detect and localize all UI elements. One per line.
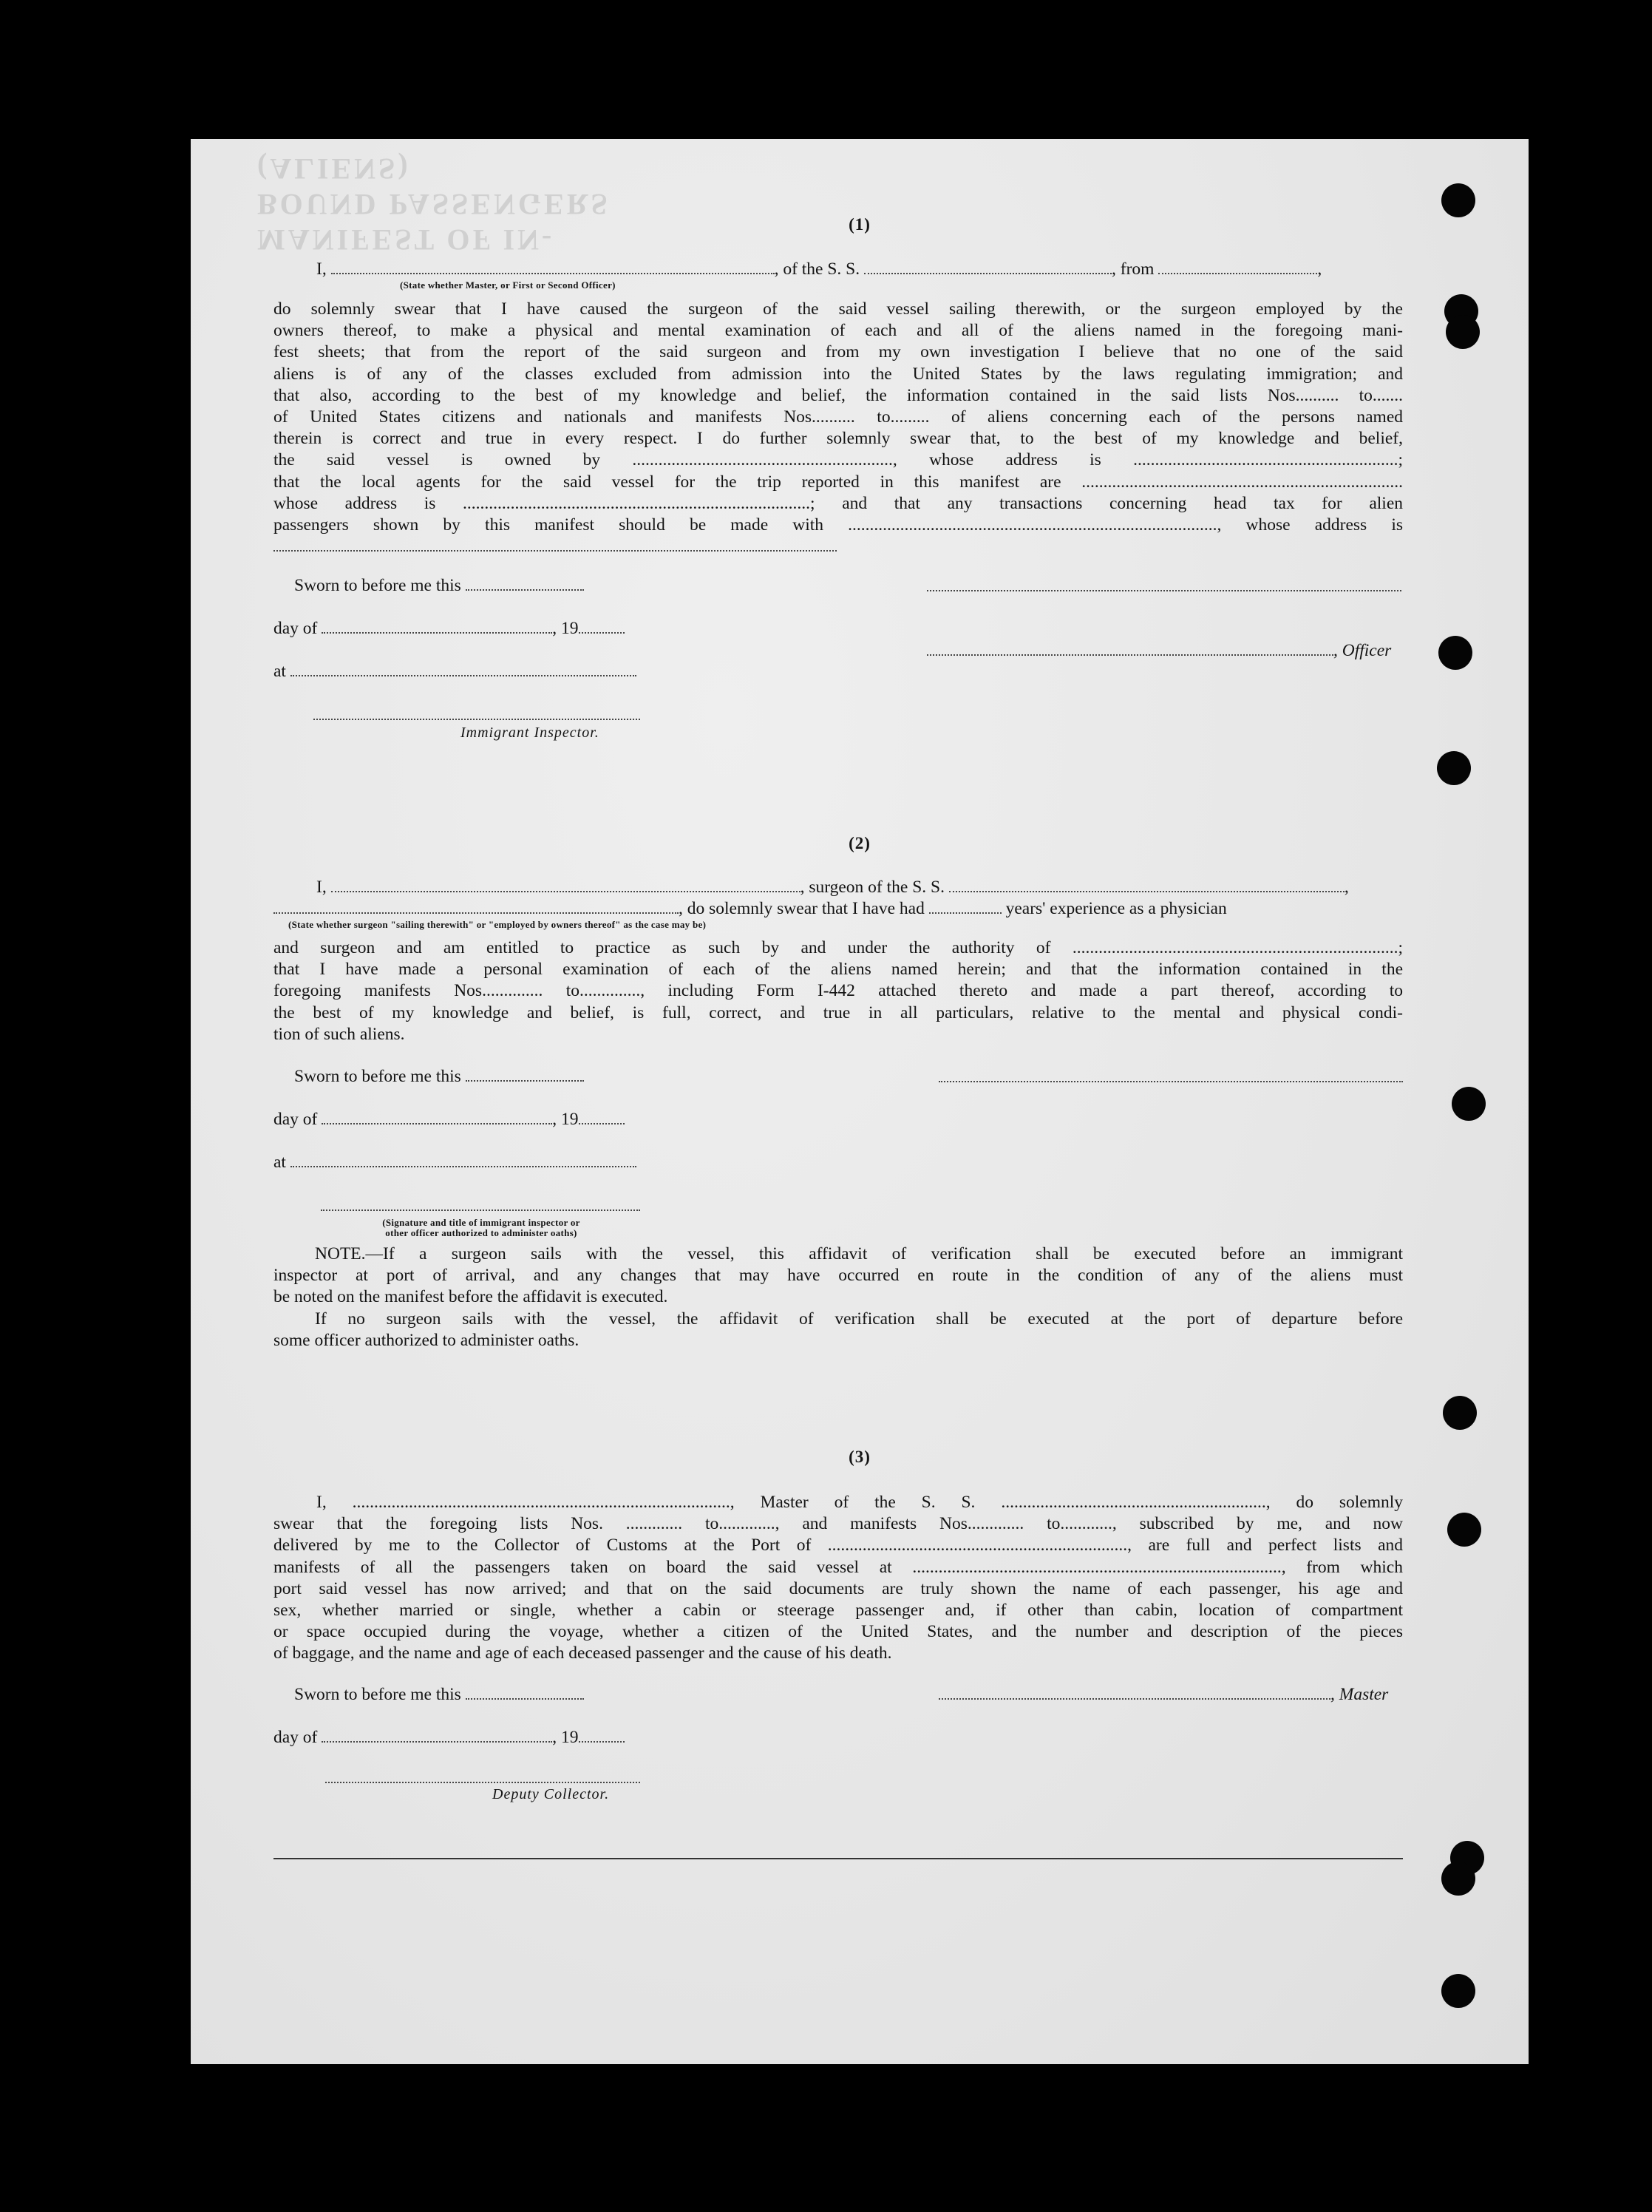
signature-title-caption-1: (Signature and title of immigrant inspector or: [382, 1217, 580, 1228]
section-2-second-line: , do solemnly swear that I have had years' experience as a physician: [273, 898, 1227, 920]
surgeon-status-caption: (State whether surgeon "sailing therewith" or "employed by owners thereof" as the case may be): [288, 919, 707, 930]
officer-label: , Officer: [1333, 641, 1392, 660]
section-1-i: I,: [316, 259, 327, 279]
vessel-name-blank[interactable]: [864, 273, 1112, 274]
section-1-number: (1): [849, 215, 871, 234]
punch-hole-icon: [1437, 751, 1471, 785]
section-2-number: (2): [849, 834, 871, 852]
section-1-opening-line: I, , of the S. S. , from ,: [316, 259, 1322, 279]
day-of-line-1: day of , 19: [273, 618, 625, 639]
day-of-line-2: day of , 19: [273, 1109, 625, 1130]
at-line-1: at: [273, 661, 636, 682]
bleed-through-header: MANIFEST OF IN-BOUND PASSENGERS (ALIENS): [257, 152, 611, 257]
punch-hole-icon: [1441, 1862, 1475, 1896]
punch-hole-icon: [1438, 636, 1472, 670]
section-1-of-ss: , of the S. S.: [774, 259, 860, 279]
authorized-officer-signature-blank[interactable]: [321, 1210, 640, 1211]
officer-rank-caption: (State whether Master, or First or Second Officer): [400, 279, 616, 291]
at-place-blank-1[interactable]: [290, 675, 636, 676]
punch-hole-icon: [1443, 1396, 1477, 1430]
sworn-date-blank-1[interactable]: [466, 589, 584, 591]
years-experience-blank[interactable]: [929, 912, 1002, 914]
immigrant-inspector-label: Immigrant Inspector.: [460, 725, 599, 741]
address-continuation-blank[interactable]: [273, 550, 837, 552]
officer-line: [927, 640, 1391, 662]
surgeon-name-blank[interactable]: [331, 891, 800, 892]
year-blank-1[interactable]: [579, 632, 625, 634]
inspector-signature-blank[interactable]: [313, 719, 640, 720]
section-1-from: , from: [1112, 259, 1155, 279]
officer-name-blank[interactable]: [331, 273, 775, 274]
sworn-date-blank-3[interactable]: [466, 1698, 584, 1700]
bottom-rule: [273, 1858, 1403, 1859]
surgeon-note: NOTE.—If a surgeon sails with the vessel, this affidavit of verification shall be executed before an immigrant inspector at port of arrival, and any changes that may have occurred en route in the condition of any of the aliens must be noted on the manifest before the affidavit is executed. If no surgeon sails with the vessel, the affidavit of verification shall be executed at the port of departure before some officer authorized to administer oaths.: [273, 1244, 1403, 1350]
month-blank-1[interactable]: [322, 632, 552, 634]
officer-title-blank[interactable]: [927, 654, 1333, 656]
master-signature-blank[interactable]: [939, 1698, 1330, 1700]
punch-hole-icon: [1441, 183, 1475, 217]
sworn-line-3: Sworn to before me this: [294, 1684, 584, 1706]
sworn-date-blank-2[interactable]: [466, 1080, 584, 1082]
sworn-line-2: Sworn to before me this: [294, 1066, 584, 1088]
day-of-line-3: day of , 19: [273, 1727, 625, 1748]
punch-hole-icon: [1452, 1087, 1486, 1121]
punch-hole-icon: [1446, 315, 1480, 349]
year-blank-3[interactable]: [579, 1741, 625, 1743]
month-blank-2[interactable]: [322, 1123, 552, 1124]
year-blank-2[interactable]: [579, 1123, 625, 1124]
surgeon-vessel-blank[interactable]: [949, 891, 1345, 892]
manifest-back-page: [191, 139, 1529, 2064]
at-line-2: at: [273, 1152, 636, 1173]
section-3-oath-text: I, ......................................................................................., Master of the S. S. ............................................................., do solemnly swear that the foregoing lists Nos. ............. to............., and manifests Nos............. to............, subscribed by me, and now delivered by me to the Collector of Customs at the Port of ....................................................................., are full and perfect lists and manifests of all the passengers taken on board the said vessel at ....................................................................................., from which port said vessel has now arrived; and that on the said documents are truly shown the name of each passenger, his age and sex, whether married or single, whether a cabin or steerage passenger and, if other than cabin, location of compartment or space occupied during the voyage, whether a citizen of the United States, and the number and description of the pieces of baggage, and the name and age of each deceased passenger and the cause of his death.: [273, 1493, 1403, 1663]
sworn-line-1: Sworn to before me this: [294, 575, 584, 597]
master-label: , Master: [1330, 1685, 1389, 1704]
deputy-signature-blank[interactable]: [325, 1782, 640, 1783]
surgeon-status-blank[interactable]: [273, 912, 679, 914]
section-1-oath-text: do solemnly swear that I have caused the surgeon of the said vessel sailing therewith, or the surgeon employed by the owners thereof, to make a physical and mental examination of each and all of the aliens named in the foregoing mani- fest sheets; that from the report of the said surgeon and from my own investigation I believe that no one of the said aliens is of any of the classes excluded from admission into the United States by the laws regulating immigration; and that also, according to the best of my knowledge and belief, the information contained in the said lists Nos.......... to....... of United States citizens and nationals and manifests Nos.......... to......... of aliens concerning each of the persons named therein is correct and true in every respect. I do further solemnly swear that, to the best of my knowledge and belief, the said vessel is owned by ............................................................, whose address is .............................................................; that the local agents for the said vessel for the trip reported in this manifest are .......................................................................... whose address is ................................................................................; and that any transactions concerning head tax for alien passengers shown by this manifest should be made with ....................................................................................., whose address is: [273, 299, 1403, 535]
at-place-blank-2[interactable]: [290, 1166, 636, 1167]
officer-signature-blank[interactable]: [927, 590, 1401, 591]
master-line: [939, 1684, 1388, 1706]
punch-hole-icon: [1447, 1513, 1481, 1547]
punch-hole-icon: [1441, 1974, 1475, 2008]
signature-title-caption-2: other officer authorized to administer oaths): [385, 1227, 577, 1238]
section-3-number: (3): [849, 1448, 871, 1466]
section-2-opening-line: I, , surgeon of the S. S. ,: [316, 878, 1349, 897]
month-blank-3[interactable]: [322, 1741, 552, 1743]
surgeon-signature-blank[interactable]: [939, 1081, 1403, 1082]
deputy-collector-label: Deputy Collector.: [492, 1786, 610, 1802]
from-port-blank[interactable]: [1158, 273, 1317, 274]
section-2-oath-text: and surgeon and am entitled to practice as such by and under the authority of ...........................................................................; that I have made a personal examination of each of the aliens named herein; and that the information contained in the foregoing manifests Nos.............. to.............., including Form I-442 attached thereto and made a part thereof, according to the best of my knowledge and belief, is full, correct, and true in all particulars, relative to the mental and physical condi- tion of such aliens.: [273, 938, 1403, 1044]
